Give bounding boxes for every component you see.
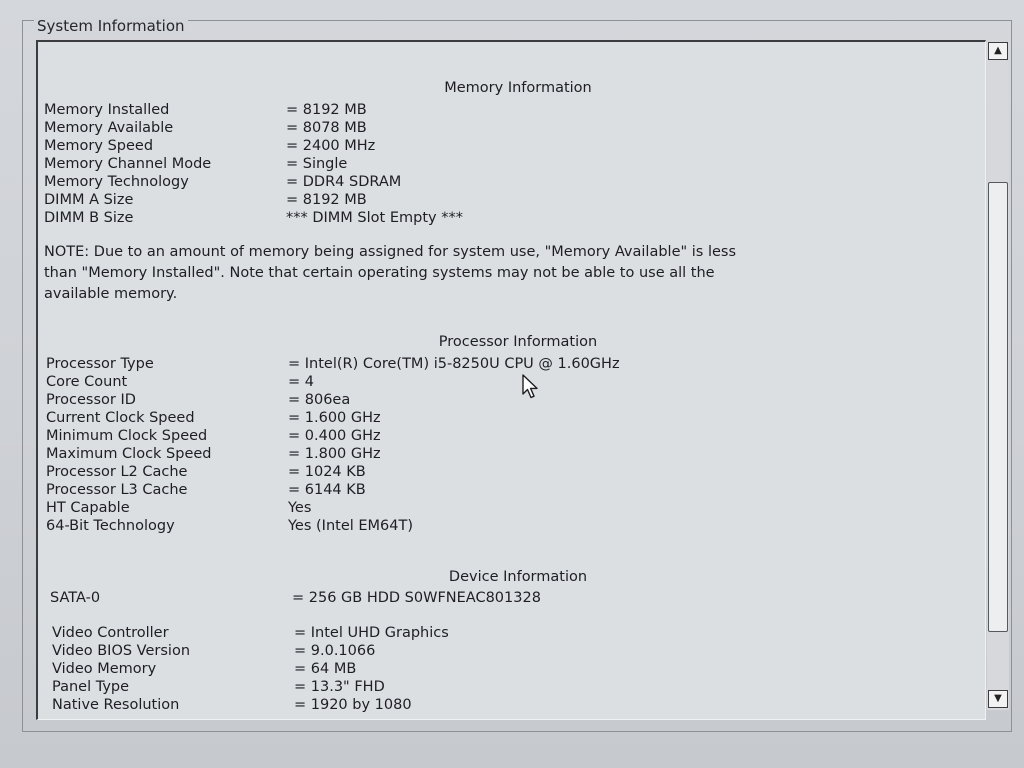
row-label: Video Controller [52, 625, 169, 641]
row-value: = 0.400 GHz [288, 428, 381, 444]
row-value: = 8078 MB [286, 120, 367, 136]
processor-row [46, 410, 946, 428]
row-label: Memory Installed [44, 102, 170, 118]
memory-note [44, 242, 884, 305]
device-row [50, 590, 950, 608]
memory-section-title: Memory Information [444, 80, 592, 96]
arrow-down-icon: ▼ [994, 693, 1002, 704]
processor-row [46, 392, 946, 410]
row-label: Memory Speed [44, 138, 154, 154]
processor-row [46, 464, 946, 482]
row-label: Core Count [46, 374, 128, 390]
mouse-pointer-icon [521, 374, 541, 400]
processor-row [46, 482, 946, 500]
row-label: Video Memory [52, 661, 157, 677]
row-value: Yes (Intel EM64T) [288, 518, 414, 534]
row-value: = Single [286, 156, 348, 172]
row-label: Minimum Clock Speed [46, 428, 208, 444]
processor-row [46, 374, 946, 392]
note-line: available memory. [44, 286, 178, 302]
memory-row [44, 210, 944, 228]
memory-row [44, 102, 944, 120]
row-label: Memory Technology [44, 174, 189, 190]
processor-row [46, 428, 946, 446]
row-value: = 6144 KB [288, 482, 366, 498]
row-label: Processor ID [46, 392, 136, 408]
memory-row [44, 192, 944, 210]
row-label: 64-Bit Technology [46, 518, 175, 534]
row-value: = 1920 by 1080 [294, 697, 412, 713]
row-label: Video BIOS Version [52, 643, 191, 659]
processor-row [46, 500, 946, 518]
row-value: = 8192 MB [286, 102, 367, 118]
row-value: Yes [288, 500, 312, 516]
row-label: DIMM B Size [44, 210, 134, 226]
processor-row [46, 356, 946, 374]
row-label: Memory Available [44, 120, 174, 136]
device-row [52, 697, 952, 715]
processor-row [46, 446, 946, 464]
device-row [52, 625, 952, 643]
row-label: Memory Channel Mode [44, 156, 212, 172]
device-row [52, 643, 952, 661]
row-value: = 8192 MB [286, 192, 367, 208]
note-line: than "Memory Installed". Note that certain operating systems may not be able to use all the [44, 265, 715, 281]
group-title: System Information [34, 17, 188, 35]
memory-row [44, 138, 944, 156]
row-value: = 1024 KB [288, 464, 366, 480]
row-value: = 64 MB [294, 661, 357, 677]
memory-row [44, 174, 944, 192]
row-label: Maximum Clock Speed [46, 446, 212, 462]
row-value: = 2400 MHz [286, 138, 376, 154]
row-value: = 1.800 GHz [288, 446, 381, 462]
vertical-scrollbar[interactable] [987, 42, 1009, 710]
row-value: = 1.600 GHz [288, 410, 381, 426]
row-label: SATA-0 [50, 590, 101, 606]
row-label: DIMM A Size [44, 192, 134, 208]
processor-section-title: Processor Information [438, 334, 598, 350]
info-panel [36, 40, 986, 720]
row-value: = 4 [288, 374, 314, 390]
scrollbar-thumb[interactable] [988, 182, 1008, 632]
row-label: HT Capable [46, 500, 130, 516]
row-value: = 256 GB HDD S0WFNEAC801328 [292, 590, 541, 606]
memory-row [44, 120, 944, 138]
device-row [52, 679, 952, 697]
row-value: = DDR4 SDRAM [286, 174, 402, 190]
memory-row [44, 156, 944, 174]
row-value: = 13.3" FHD [294, 679, 385, 695]
row-value: = Intel(R) Core(TM) i5-8250U CPU @ 1.60GHz [288, 356, 620, 372]
scroll-up-button[interactable] [988, 42, 1008, 60]
row-label: Native Resolution [52, 697, 180, 713]
device-section-title: Device Information [448, 569, 588, 585]
row-value: = 9.0.1066 [294, 643, 376, 659]
row-label: Processor Type [46, 356, 154, 372]
row-label: Panel Type [52, 679, 130, 695]
row-value: = 806ea [288, 392, 351, 408]
row-label: Processor L2 Cache [46, 464, 188, 480]
scroll-down-button[interactable] [988, 690, 1008, 708]
note-line: NOTE: Due to an amount of memory being assigned for system use, "Memory Available" is less [44, 244, 737, 260]
device-row [52, 661, 952, 679]
arrow-up-icon: ▲ [994, 45, 1002, 56]
row-value: *** DIMM Slot Empty *** [286, 210, 463, 226]
row-label: Current Clock Speed [46, 410, 195, 426]
processor-row [46, 518, 946, 536]
row-label: Processor L3 Cache [46, 482, 188, 498]
row-value: = Intel UHD Graphics [294, 625, 449, 641]
